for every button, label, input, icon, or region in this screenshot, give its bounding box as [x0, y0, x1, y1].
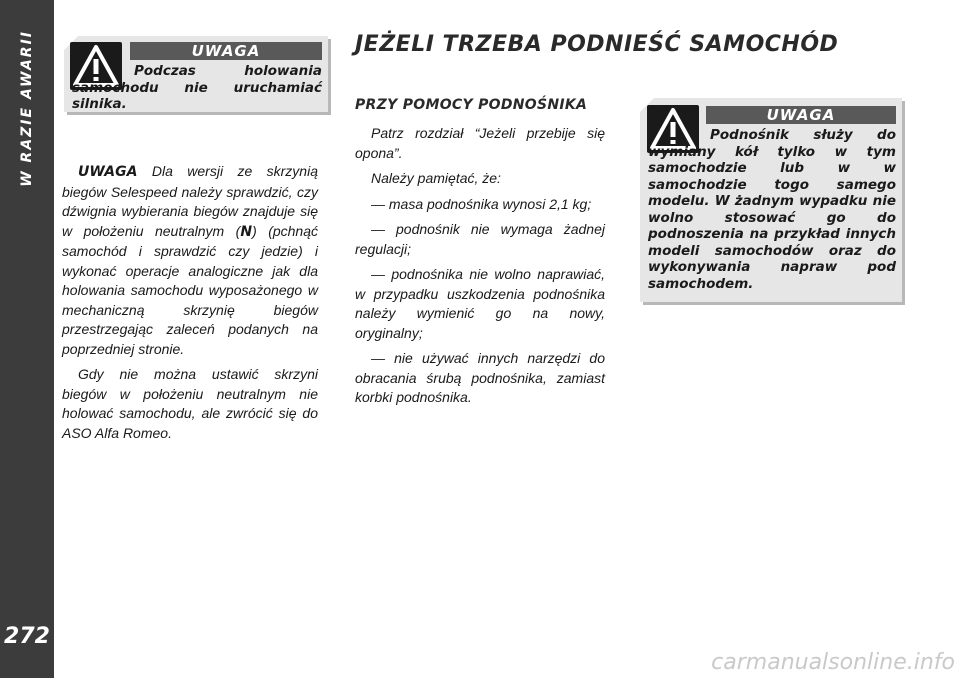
- warning-header: UWAGA: [130, 42, 322, 60]
- subheading: PRZY POMOCY PODNOŚNIKA: [355, 97, 588, 113]
- note-text-1: Dla wersji ze skrzynią biegów Selespeed należy sprawdzić, czy dźwignia wybierania biegów znajduje się w położeniu neutralnym (: [62, 163, 318, 239]
- page-title: JEŻELI TRZEBA PODNIEŚĆ SAMOCHÓD: [355, 32, 839, 57]
- note-lead: UWAGA: [78, 164, 138, 180]
- warning-box-right: [640, 98, 902, 302]
- paragraph: Patrz rozdział “Jeżeli przebije się opona”.: [355, 125, 605, 161]
- page-number: 272: [4, 624, 50, 649]
- note-bold: N: [240, 223, 253, 240]
- middle-column: [355, 124, 605, 414]
- warning-text: Podnośnik służy do wymiany kół tylko w tym samochodzie lub w w samochodzie togo samego modelu. W żadnym wypadku nie wolno stosować go do podnoszenia na przykład innych modeli samochodów oraz do wykonywania napraw pod samochodem.: [648, 127, 896, 292]
- paragraph: — masa podnośnika wynosi 2,1 kg;: [371, 195, 592, 212]
- warning-box-left: [64, 36, 328, 112]
- left-column: [62, 162, 318, 449]
- section-title: [3, 30, 51, 330]
- paragraph: — podnośnik nie wymaga żadnej regulacji;: [355, 221, 605, 257]
- paragraph: — podnośnika nie wolno naprawiać, w przypadku uszkodzenia podnośnika należy wymienić go na nowy, oryginalny;: [355, 266, 605, 341]
- paragraph: — nie używać innych narzędzi do obracania śrubą podnośnika, zamiast korbki podnośnika.: [355, 350, 605, 405]
- paragraph-2: Gdy nie można ustawić skrzyni biegów w położeniu neutralnym nie holować samochodu, ale zwrócić się do ASO Alfa Romeo.: [62, 366, 318, 441]
- paragraph: Należy pamiętać, że:: [371, 170, 501, 186]
- warning-header: UWAGA: [706, 106, 896, 124]
- section-title-text: W RAZIE AWARII: [19, 30, 35, 187]
- note-paragraph: [62, 162, 318, 359]
- warning-text: Podczas holowania samochodu nie uruchamiać silnika.: [72, 63, 322, 112]
- note-text-2: ) (pchnąć samochód i sprawdzić czy jedzie) i wykonać operacje analogiczne jak dla holowania samochodu wyposażonego w mechaniczną skrzynię biegów przestrzegając zaleceń podanych na poprzedniej stronie.: [62, 222, 319, 357]
- watermark: carmanualsonline.info: [711, 650, 955, 675]
